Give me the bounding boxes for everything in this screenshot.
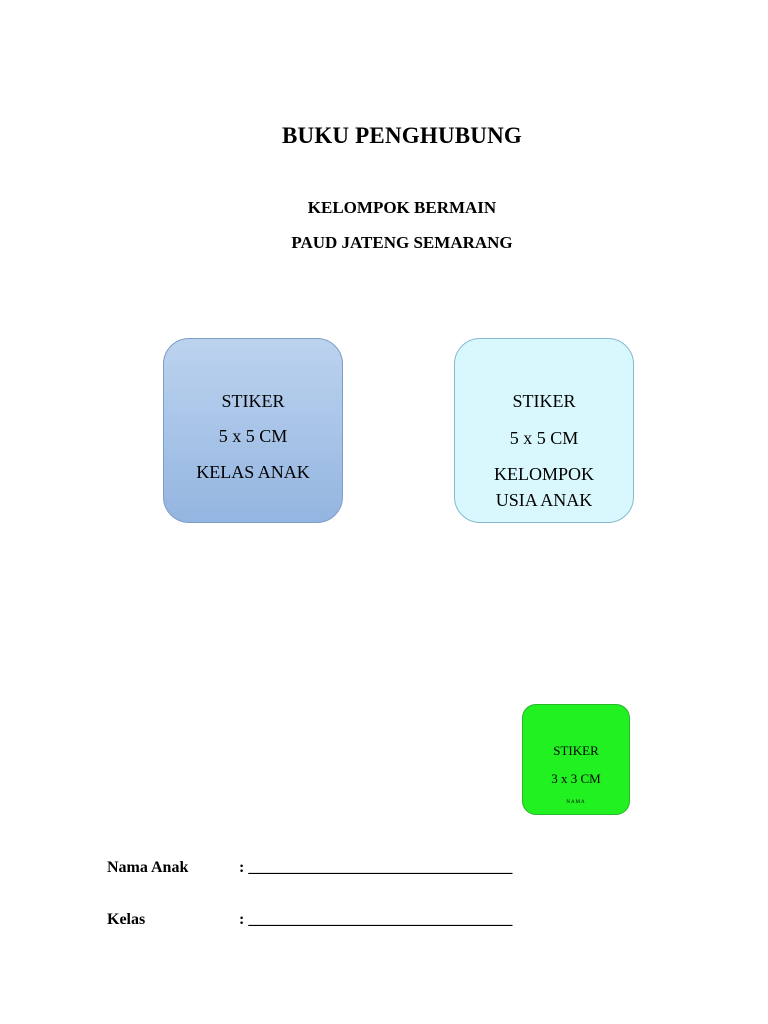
sticker-label: STIKER [221, 391, 285, 411]
sticker-size: 5 x 5 CM [218, 426, 288, 446]
class-label: Kelas [107, 911, 146, 928]
class-blank: : _________________________________ [239, 911, 513, 928]
sticker-class-placeholder [163, 338, 343, 523]
sticker-label: STIKER [512, 391, 576, 411]
sticker-age-group-placeholder [454, 338, 634, 523]
school-subtitle: PAUD JATENG SEMARANG [291, 233, 513, 252]
sticker-tiny-text: NAMA [566, 800, 586, 805]
sticker-size: 3 x 3 CM [551, 771, 601, 786]
group-subtitle: KELOMPOK BERMAIN [307, 198, 497, 217]
sticker-description-2: USIA ANAK [495, 490, 593, 510]
sticker-description: KELAS ANAK [196, 462, 310, 482]
sticker-label: STIKER [553, 743, 599, 758]
sticker-size: 5 x 5 CM [509, 428, 579, 448]
sticker-description: KELOMPOK [493, 464, 594, 484]
sticker-name-placeholder [522, 704, 630, 815]
child-name-label: Nama Anak [107, 859, 189, 876]
document-title: BUKU PENGHUBUNG [281, 123, 523, 148]
child-name-blank: : _________________________________ [239, 859, 513, 876]
